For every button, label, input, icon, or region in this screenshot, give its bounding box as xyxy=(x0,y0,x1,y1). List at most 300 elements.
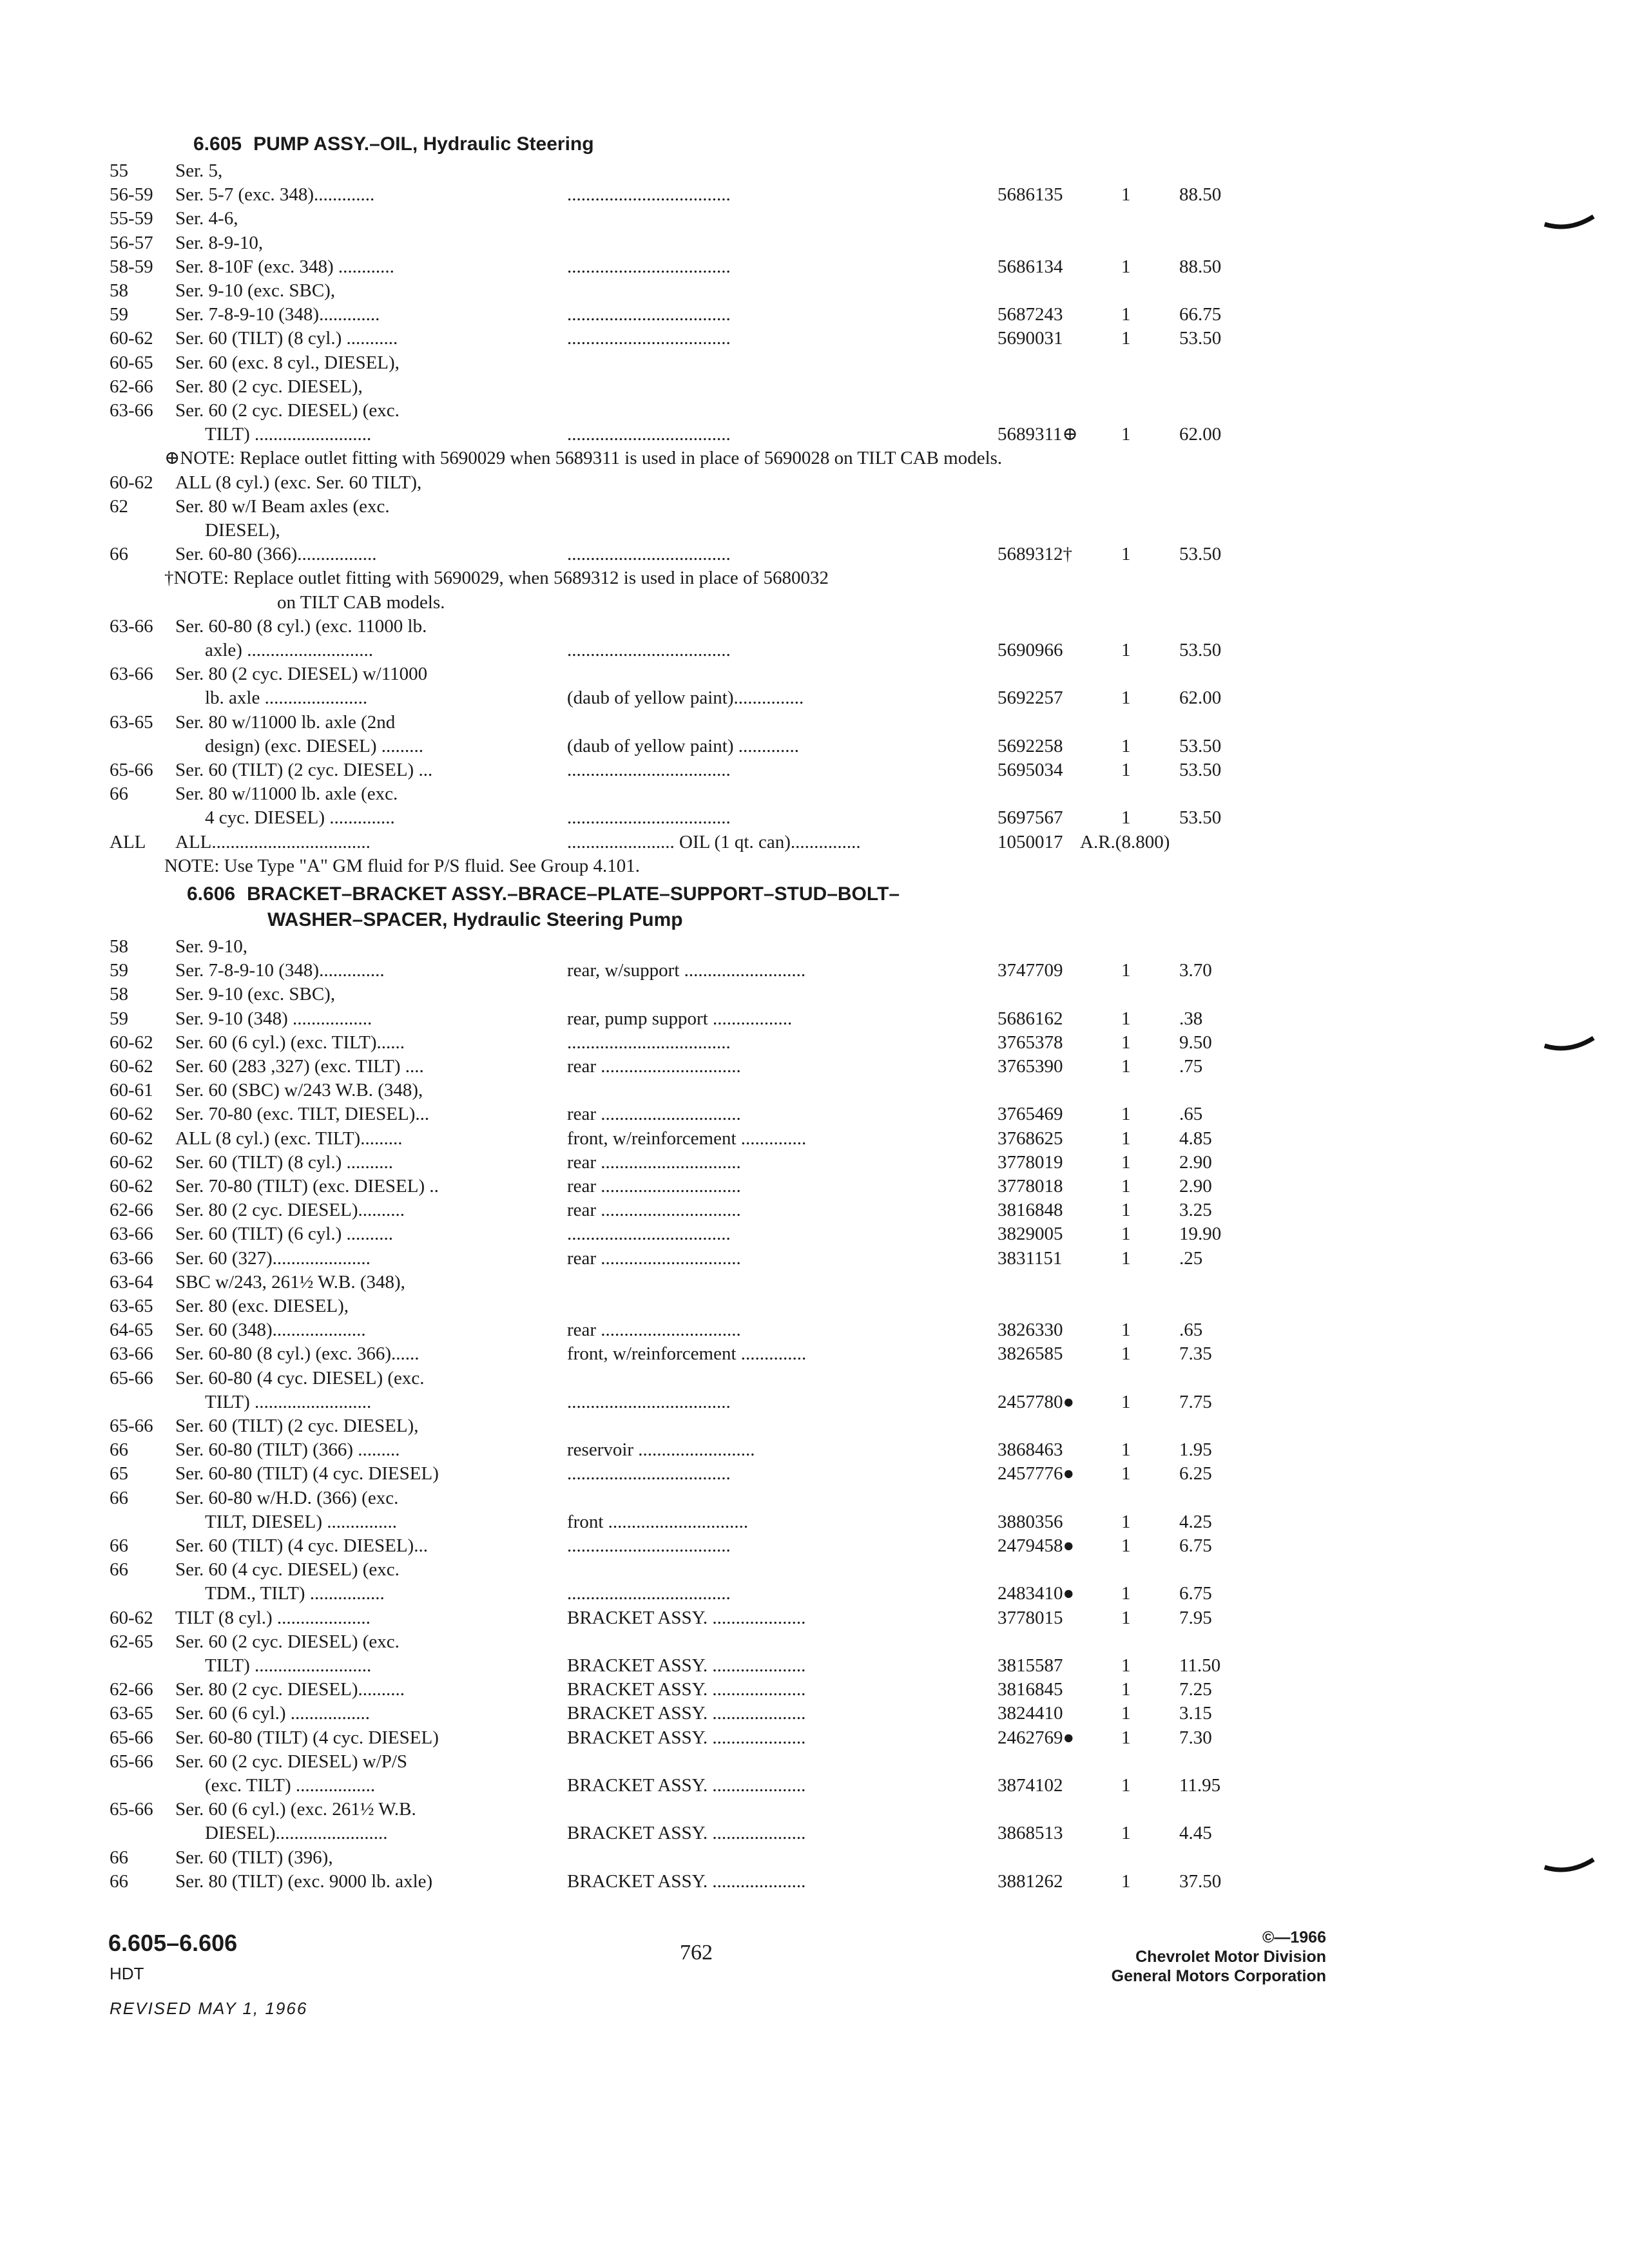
list-item xyxy=(0,303,1629,326)
list-price: 4.45 xyxy=(1179,1823,1212,1843)
model-years: 56-57 xyxy=(110,233,153,253)
quantity: 1 xyxy=(1121,1392,1131,1412)
model-years: ALL xyxy=(110,832,146,852)
model-years: 65-66 xyxy=(110,1727,153,1748)
list-item xyxy=(0,711,1629,734)
application-description: (exc. TILT) ................. xyxy=(205,1775,376,1796)
part-number: 3765390 xyxy=(998,1056,1063,1077)
list-item xyxy=(0,1151,1629,1174)
application-description: 4 cyc. DIESEL) .............. xyxy=(205,807,395,828)
list-item xyxy=(0,375,1629,398)
quantity: 1 xyxy=(1121,424,1131,445)
list-item xyxy=(0,1558,1629,1581)
part-description: ................................... xyxy=(567,760,731,780)
part-description: rear .............................. xyxy=(567,1152,741,1173)
list-price: 2.90 xyxy=(1179,1152,1212,1173)
note-text: NOTE: Use Type "A" GM fluid for P/S fluid. See Group 4.101. xyxy=(164,856,640,876)
part-description: BRACKET ASSY. .................... xyxy=(567,1727,806,1748)
list-price: 4.25 xyxy=(1179,1512,1212,1532)
model-years: 62-65 xyxy=(110,1631,153,1652)
part-number: 3824410 xyxy=(998,1703,1063,1724)
part-number: 2479458● xyxy=(998,1535,1075,1556)
section-heading xyxy=(193,132,594,157)
quantity: 1 xyxy=(1121,328,1131,349)
quantity: 1 xyxy=(1121,1535,1131,1556)
part-number: 5692258 xyxy=(998,736,1063,756)
list-item xyxy=(0,686,1629,709)
application-description: Ser. 60 (TILT) (2 cyc. DIESEL) ... xyxy=(175,760,433,780)
list-item xyxy=(0,183,1629,206)
application-description: Ser. 60 (2 cyc. DIESEL) (exc. xyxy=(175,400,400,421)
list-price: .65 xyxy=(1179,1104,1203,1124)
quantity: 1 xyxy=(1121,1823,1131,1843)
part-number: 5689311⊕ xyxy=(998,424,1078,445)
application-description: DIESEL)........................ xyxy=(205,1823,388,1843)
application-description: Ser. 60 (TILT) (6 cyl.) .......... xyxy=(175,1224,394,1244)
list-item xyxy=(0,1318,1629,1341)
part-number: 2483410● xyxy=(998,1583,1075,1604)
part-description: ....................... OIL (1 qt. can)............... xyxy=(567,832,861,852)
part-number: 5697567 xyxy=(998,807,1063,828)
model-years: 66 xyxy=(110,1871,128,1892)
quantity: 1 xyxy=(1121,1679,1131,1700)
list-item xyxy=(0,1198,1629,1222)
part-number: 3778015 xyxy=(998,1608,1063,1628)
list-price: 1.95 xyxy=(1179,1439,1212,1460)
part-description: ................................... xyxy=(567,1535,731,1556)
section-title: PUMP ASSY.–OIL, Hydraulic Steering xyxy=(253,133,594,155)
part-description: ................................... xyxy=(567,1583,731,1604)
model-years: 60-62 xyxy=(110,1176,153,1196)
list-item xyxy=(0,399,1629,422)
part-number: 3874102 xyxy=(998,1775,1063,1796)
list-price: 7.95 xyxy=(1179,1608,1212,1628)
application-description: TILT) ......................... xyxy=(205,424,372,445)
section-heading xyxy=(187,882,900,907)
part-number: 3765378 xyxy=(998,1032,1063,1053)
part-description: ................................... xyxy=(567,304,731,325)
application-description: Ser. 60 (TILT) (2 cyc. DIESEL), xyxy=(175,1416,419,1436)
application-description: lb. axle ...................... xyxy=(205,687,368,708)
model-years: 63-66 xyxy=(110,1343,153,1364)
list-price: 88.50 xyxy=(1179,256,1222,277)
footer-revised: REVISED MAY 1, 1966 xyxy=(110,1999,308,2018)
model-years: 58 xyxy=(110,984,128,1004)
part-number: 5689312† xyxy=(998,544,1072,564)
model-years: 62-66 xyxy=(110,1679,153,1700)
list-item xyxy=(0,639,1629,662)
part-number: 3881262 xyxy=(998,1871,1063,1892)
application-description: Ser. 70-80 (TILT) (exc. DIESEL) .. xyxy=(175,1176,439,1196)
list-item xyxy=(0,1175,1629,1198)
list-item xyxy=(0,423,1629,446)
application-description: Ser. 80 (2 cyc. DIESEL).......... xyxy=(175,1679,405,1700)
part-description: (daub of yellow paint)............... xyxy=(567,687,804,708)
application-description: Ser. 60 (6 cyl.) ................. xyxy=(175,1703,371,1724)
note-text: †NOTE: Replace outlet fitting with 5690029, when 5689312 is used in place of 5680032 xyxy=(164,568,829,588)
list-price: 66.75 xyxy=(1179,304,1222,325)
note-line xyxy=(0,447,1629,470)
list-item xyxy=(0,279,1629,302)
list-price: 7.30 xyxy=(1179,1727,1212,1748)
list-item xyxy=(0,543,1629,566)
application-description: Ser. 60 (2 cyc. DIESEL) w/P/S xyxy=(175,1751,408,1772)
list-item xyxy=(0,1390,1629,1414)
list-item xyxy=(0,1606,1629,1629)
quantity: 1 xyxy=(1121,1176,1131,1196)
list-item xyxy=(0,983,1629,1006)
part-description: ................................... xyxy=(567,1392,731,1412)
list-price: 37.50 xyxy=(1179,1871,1222,1892)
model-years: 62 xyxy=(110,496,128,517)
model-years: 60-62 xyxy=(110,1152,153,1173)
list-price: 88.50 xyxy=(1179,184,1222,205)
part-description: rear, pump support ................. xyxy=(567,1008,793,1029)
application-description: Ser. 7-8-9-10 (348)............. xyxy=(175,304,380,325)
binder-hole-mark-icon xyxy=(1543,1856,1595,1875)
quantity: 1 xyxy=(1121,1056,1131,1077)
application-description: TDM., TILT) ................ xyxy=(205,1583,385,1604)
list-item xyxy=(0,1582,1629,1605)
model-years: 66 xyxy=(110,783,128,804)
list-price: 19.90 xyxy=(1179,1224,1222,1244)
model-years: 65-66 xyxy=(110,1799,153,1820)
application-description: Ser. 80 w/11000 lb. axle (exc. xyxy=(175,783,398,804)
application-description: Ser. 80 w/I Beam axles (exc. xyxy=(175,496,390,517)
list-price: 2.90 xyxy=(1179,1176,1212,1196)
part-description: BRACKET ASSY. .................... xyxy=(567,1823,806,1843)
quantity: 1 xyxy=(1121,1008,1131,1029)
list-item xyxy=(0,1367,1629,1390)
application-description: design) (exc. DIESEL) ......... xyxy=(205,736,424,756)
quantity: 1 xyxy=(1121,1655,1131,1676)
list-price: .65 xyxy=(1179,1320,1203,1340)
quantity: 1 xyxy=(1121,1343,1131,1364)
list-item xyxy=(0,1007,1629,1030)
application-description: Ser. 60 (TILT) (8 cyl.) ........... xyxy=(175,328,398,349)
part-number: 3778019 xyxy=(998,1152,1063,1173)
list-price: 7.75 xyxy=(1179,1392,1212,1412)
part-description: rear .............................. xyxy=(567,1176,741,1196)
list-item xyxy=(0,935,1629,958)
application-description: Ser. 60 (6 cyl.) (exc. 261½ W.B. xyxy=(175,1799,416,1820)
list-price: 6.75 xyxy=(1179,1583,1212,1604)
part-description: ................................... xyxy=(567,1463,731,1484)
note-line xyxy=(0,591,1629,614)
quantity: 1 xyxy=(1121,1224,1131,1244)
list-item xyxy=(0,1102,1629,1126)
list-item xyxy=(0,1486,1629,1510)
application-description: Ser. 80 (2 cyc. DIESEL).......... xyxy=(175,1200,405,1220)
model-years: 60-62 xyxy=(110,1056,153,1077)
model-years: 65-66 xyxy=(110,1368,153,1389)
list-price: 4.85 xyxy=(1179,1128,1212,1149)
footer-copyright xyxy=(1112,1928,1326,1986)
model-years: 63-64 xyxy=(110,1272,153,1293)
model-years: 60-62 xyxy=(110,1032,153,1053)
list-price: 11.50 xyxy=(1179,1655,1221,1676)
part-number: 5690031 xyxy=(998,328,1063,349)
binder-hole-mark-icon xyxy=(1543,213,1595,232)
corporation-name: General Motors Corporation xyxy=(1111,1967,1326,1985)
model-years: 60-62 xyxy=(110,328,153,349)
list-price: 53.50 xyxy=(1179,544,1222,564)
quantity: 1 xyxy=(1121,1608,1131,1628)
list-price: 3.15 xyxy=(1179,1703,1212,1724)
list-price: 53.50 xyxy=(1179,807,1222,828)
part-description: front, w/reinforcement .............. xyxy=(567,1343,807,1364)
quantity: 1 xyxy=(1121,1320,1131,1340)
model-years: 65-66 xyxy=(110,760,153,780)
part-number: 2457776● xyxy=(998,1463,1075,1484)
part-number: 1050017 xyxy=(998,832,1063,852)
list-price: 11.95 xyxy=(1179,1775,1221,1796)
list-price: 6.25 xyxy=(1179,1463,1212,1484)
model-years: 66 xyxy=(110,1847,128,1868)
part-description: BRACKET ASSY. .................... xyxy=(567,1655,806,1676)
model-years: 60-61 xyxy=(110,1080,153,1100)
list-item xyxy=(0,255,1629,278)
list-price: .25 xyxy=(1179,1248,1203,1269)
part-description: ................................... xyxy=(567,544,731,564)
model-years: 55 xyxy=(110,160,128,181)
list-item xyxy=(0,1630,1629,1653)
application-description: Ser. 5, xyxy=(175,160,223,181)
list-item xyxy=(0,1414,1629,1437)
model-years: 66 xyxy=(110,1439,128,1460)
model-years: 59 xyxy=(110,304,128,325)
note-text: ⊕NOTE: Replace outlet fitting with 5690029 when 5689311 is used in place of 5690028 on TILT CAB models. xyxy=(164,448,1003,468)
section-code: 6.606 xyxy=(187,883,236,905)
part-number: 3868513 xyxy=(998,1823,1063,1843)
note-line xyxy=(0,854,1629,878)
model-years: 62-66 xyxy=(110,376,153,397)
quantity: 1 xyxy=(1121,1871,1131,1892)
list-price: .38 xyxy=(1179,1008,1203,1029)
list-item xyxy=(0,1726,1629,1749)
part-description: reservoir ......................... xyxy=(567,1439,755,1460)
page-number: 762 xyxy=(680,1941,713,1965)
list-item xyxy=(0,1821,1629,1845)
application-description: TILT (8 cyl.) .................... xyxy=(175,1608,371,1628)
note-line xyxy=(0,566,1629,590)
list-item xyxy=(0,1798,1629,1821)
list-item xyxy=(0,1127,1629,1150)
application-description: Ser. 8-10F (exc. 348) ............ xyxy=(175,256,394,277)
quantity: 1 xyxy=(1121,544,1131,564)
model-years: 63-66 xyxy=(110,616,153,637)
list-price: 3.25 xyxy=(1179,1200,1212,1220)
part-description: ................................... xyxy=(567,1032,731,1053)
quantity: 1 xyxy=(1121,1583,1131,1604)
part-number: 5686162 xyxy=(998,1008,1063,1029)
quantity: 1 xyxy=(1121,1439,1131,1460)
list-item xyxy=(0,231,1629,255)
part-number: 3768625 xyxy=(998,1128,1063,1149)
list-item xyxy=(0,1870,1629,1893)
part-description: rear .............................. xyxy=(567,1104,741,1124)
quantity: 1 xyxy=(1121,1703,1131,1724)
model-years: 60-62 xyxy=(110,472,153,493)
footer-section-code: 6.605–6.606 xyxy=(108,1930,238,1956)
application-description: axle) ........................... xyxy=(205,640,373,660)
model-years: 65 xyxy=(110,1463,128,1484)
part-description: ................................... xyxy=(567,424,731,445)
application-description: ALL.................................. xyxy=(175,832,371,852)
list-price: 62.00 xyxy=(1179,687,1222,708)
list-item xyxy=(0,1534,1629,1557)
application-description: Ser. 9-10 (348) ................. xyxy=(175,1008,372,1029)
list-item xyxy=(0,1342,1629,1365)
model-years: 60-65 xyxy=(110,352,153,373)
list-item xyxy=(0,758,1629,782)
model-years: 63-65 xyxy=(110,1703,153,1724)
list-price: 7.25 xyxy=(1179,1679,1212,1700)
model-years: 59 xyxy=(110,960,128,981)
application-description: Ser. 60 (348).................... xyxy=(175,1320,366,1340)
application-description: Ser. 80 w/11000 lb. axle (2nd xyxy=(175,712,396,733)
list-item xyxy=(0,351,1629,374)
application-description: Ser. 60 (TILT) (396), xyxy=(175,1847,333,1868)
part-number: 3816848 xyxy=(998,1200,1063,1220)
part-number: 3868463 xyxy=(998,1439,1063,1460)
part-description: rear .............................. xyxy=(567,1056,741,1077)
application-description: Ser. 5-7 (exc. 348)............. xyxy=(175,184,375,205)
application-description: Ser. 60 (SBC) w/243 W.B. (348), xyxy=(175,1080,423,1100)
list-item xyxy=(0,1774,1629,1797)
model-years: 58 xyxy=(110,936,128,957)
section-code: 6.605 xyxy=(193,133,242,155)
part-number: 3765469 xyxy=(998,1104,1063,1124)
list-item xyxy=(0,207,1629,230)
part-description: BRACKET ASSY. .................... xyxy=(567,1871,806,1892)
model-years: 66 xyxy=(110,544,128,564)
part-description: ................................... xyxy=(567,1224,731,1244)
part-description: ................................... xyxy=(567,807,731,828)
application-description: Ser. 60-80 (366)................. xyxy=(175,544,377,564)
part-description: front, w/reinforcement .............. xyxy=(567,1128,807,1149)
list-item xyxy=(0,831,1629,854)
model-years: 60-62 xyxy=(110,1104,153,1124)
part-number: 5692257 xyxy=(998,687,1063,708)
application-description: Ser. 80 (exc. DIESEL), xyxy=(175,1296,349,1316)
part-description: BRACKET ASSY. .................... xyxy=(567,1703,806,1724)
list-item xyxy=(0,615,1629,638)
application-description: Ser. 7-8-9-10 (348).............. xyxy=(175,960,385,981)
model-years: 64-65 xyxy=(110,1320,153,1340)
list-price: 53.50 xyxy=(1179,736,1222,756)
quantity: 1 xyxy=(1121,640,1131,660)
quantity: 1 xyxy=(1121,687,1131,708)
application-description: TILT) ......................... xyxy=(205,1655,372,1676)
model-years: 66 xyxy=(110,1535,128,1556)
part-description: rear, w/support .......................... xyxy=(567,960,806,981)
copyright-year: ©—1966 xyxy=(1262,1928,1326,1946)
application-description: Ser. 60 (TILT) (4 cyc. DIESEL)... xyxy=(175,1535,428,1556)
list-price: 7.35 xyxy=(1179,1343,1212,1364)
quantity: A.R.(8.800) xyxy=(1080,832,1170,852)
application-description: Ser. 80 (2 cyc. DIESEL), xyxy=(175,376,363,397)
application-description: Ser. 60-80 (8 cyl.) (exc. 366)...... xyxy=(175,1343,419,1364)
list-item xyxy=(0,1678,1629,1701)
model-years: 63-66 xyxy=(110,1224,153,1244)
list-item xyxy=(0,1750,1629,1773)
list-item xyxy=(0,159,1629,182)
part-description: BRACKET ASSY. .................... xyxy=(567,1775,806,1796)
list-item xyxy=(0,1294,1629,1318)
part-description: ................................... xyxy=(567,328,731,349)
application-description: Ser. 80 (2 cyc. DIESEL) w/11000 xyxy=(175,664,428,684)
application-description: Ser. 8-9-10, xyxy=(175,233,264,253)
part-description: (daub of yellow paint) ............. xyxy=(567,736,800,756)
section-title-continued: WASHER–SPACER, Hydraulic Steering Pump xyxy=(267,909,683,930)
part-description: rear .............................. xyxy=(567,1248,741,1269)
part-number: 3829005 xyxy=(998,1224,1063,1244)
list-price: .75 xyxy=(1179,1056,1203,1077)
quantity: 1 xyxy=(1121,304,1131,325)
model-years: 63-66 xyxy=(110,1248,153,1269)
list-price: 9.50 xyxy=(1179,1032,1212,1053)
application-description: Ser. 60 (exc. 8 cyl., DIESEL), xyxy=(175,352,400,373)
application-description: Ser. 80 (TILT) (exc. 9000 lb. axle) xyxy=(175,1871,433,1892)
application-description: Ser. 9-10 (exc. SBC), xyxy=(175,984,336,1004)
model-years: 65-66 xyxy=(110,1751,153,1772)
part-number: 3816845 xyxy=(998,1679,1063,1700)
part-description: BRACKET ASSY. .................... xyxy=(567,1679,806,1700)
quantity: 1 xyxy=(1121,1032,1131,1053)
quantity: 1 xyxy=(1121,960,1131,981)
list-item xyxy=(0,959,1629,982)
division-name: Chevrolet Motor Division xyxy=(1135,1948,1326,1966)
application-description: Ser. 60-80 (8 cyl.) (exc. 11000 lb. xyxy=(175,616,427,637)
part-description: rear .............................. xyxy=(567,1200,741,1220)
part-number: 3778018 xyxy=(998,1176,1063,1196)
quantity: 1 xyxy=(1121,1512,1131,1532)
quantity: 1 xyxy=(1121,184,1131,205)
part-number: 3826330 xyxy=(998,1320,1063,1340)
part-number: 3826585 xyxy=(998,1343,1063,1364)
quantity: 1 xyxy=(1121,1463,1131,1484)
application-description: ALL (8 cyl.) (exc. TILT)......... xyxy=(175,1128,403,1149)
quantity: 1 xyxy=(1121,807,1131,828)
application-description: TILT) ......................... xyxy=(205,1392,372,1412)
application-description: SBC w/243, 261½ W.B. (348), xyxy=(175,1272,405,1293)
model-years: 63-66 xyxy=(110,664,153,684)
application-description: DIESEL), xyxy=(205,520,280,541)
application-description: Ser. 60 (283 ,327) (exc. TILT) .... xyxy=(175,1056,424,1077)
part-number: 5686134 xyxy=(998,256,1063,277)
model-years: 55-59 xyxy=(110,208,153,229)
quantity: 1 xyxy=(1121,1727,1131,1748)
part-description: BRACKET ASSY. .................... xyxy=(567,1608,806,1628)
list-item xyxy=(0,1247,1629,1270)
application-description: Ser. 60 (2 cyc. DIESEL) (exc. xyxy=(175,1631,400,1652)
application-description: Ser. 70-80 (exc. TILT, DIESEL)... xyxy=(175,1104,430,1124)
application-description: Ser. 60-80 (TILT) (366) ......... xyxy=(175,1439,400,1460)
quantity: 1 xyxy=(1121,736,1131,756)
application-description: Ser. 60-80 (TILT) (4 cyc. DIESEL) xyxy=(175,1727,439,1748)
list-item xyxy=(0,806,1629,829)
model-years: 56-59 xyxy=(110,184,153,205)
list-item xyxy=(0,1462,1629,1485)
part-number: 3831151 xyxy=(998,1248,1063,1269)
application-description: Ser. 60 (6 cyl.) (exc. TILT)...... xyxy=(175,1032,405,1053)
list-item xyxy=(0,471,1629,494)
list-item xyxy=(0,519,1629,542)
quantity: 1 xyxy=(1121,1104,1131,1124)
application-description: Ser. 60 (TILT) (8 cyl.) .......... xyxy=(175,1152,394,1173)
model-years: 65-66 xyxy=(110,1416,153,1436)
